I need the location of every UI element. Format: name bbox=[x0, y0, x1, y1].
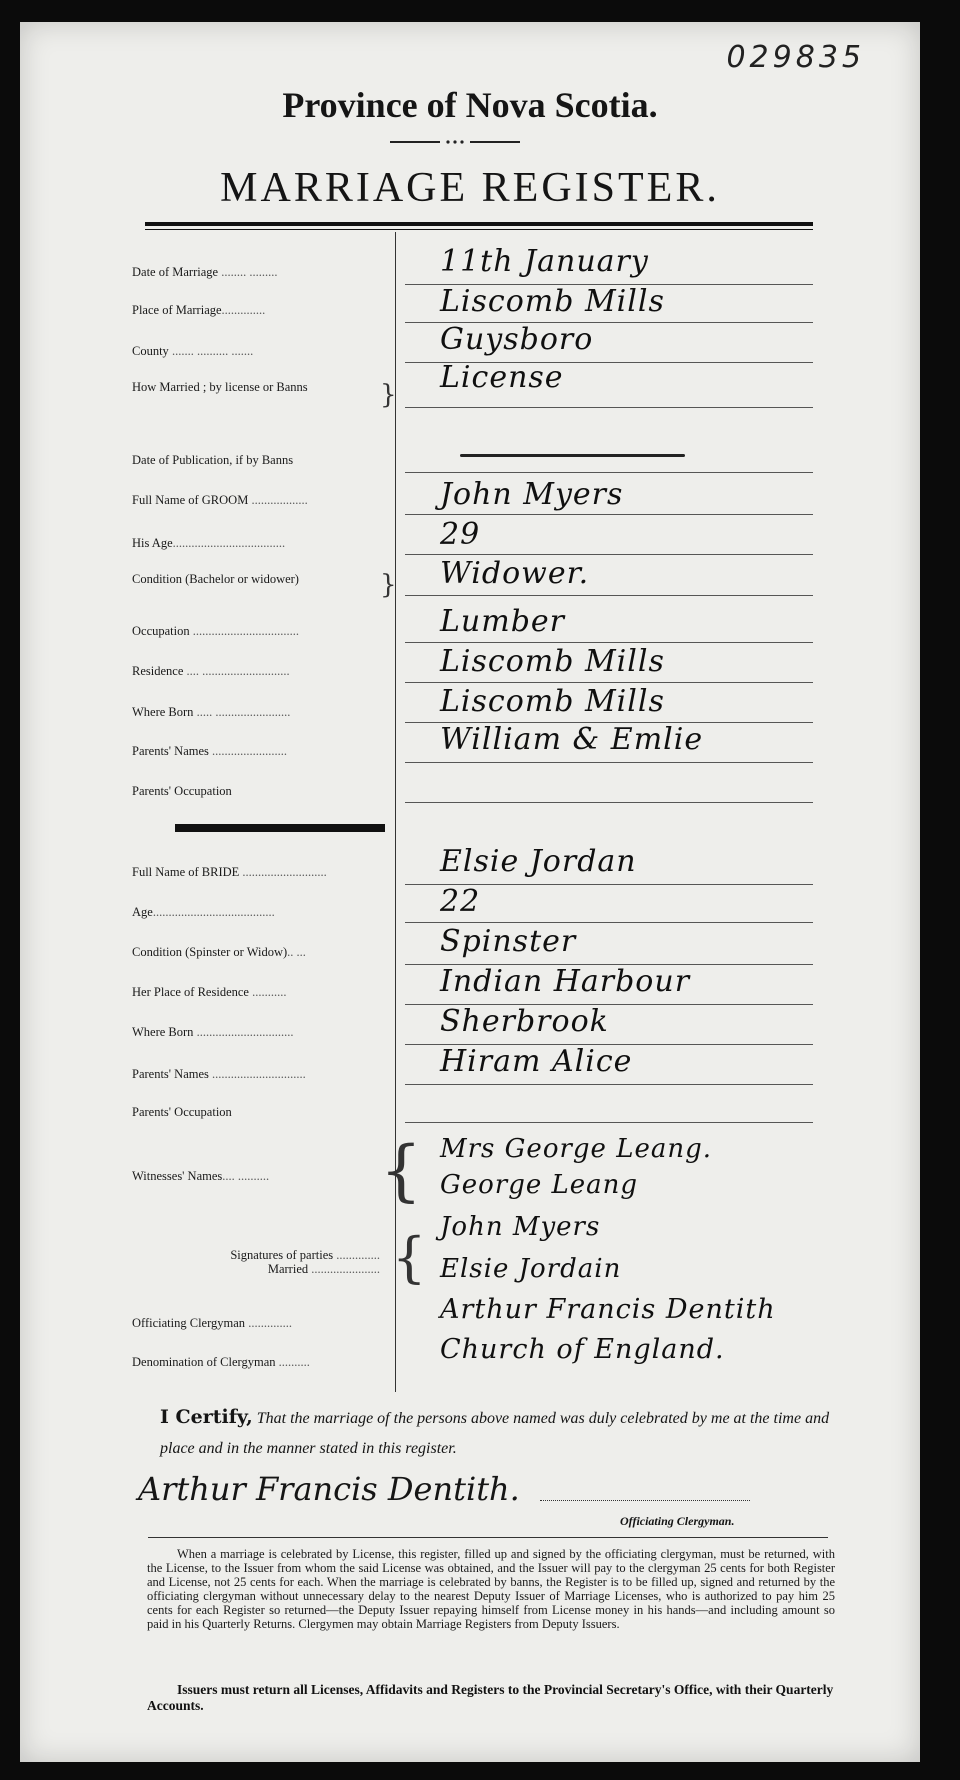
field-label: Where Born bbox=[132, 705, 194, 719]
field-value: John Myers bbox=[440, 477, 624, 512]
brace: } bbox=[380, 380, 397, 410]
blank-dash bbox=[460, 454, 685, 457]
brace: } bbox=[380, 570, 397, 600]
field-value: William & Emlie bbox=[440, 722, 704, 757]
field-value: Widower. bbox=[440, 556, 590, 591]
header-rule-thin bbox=[145, 229, 813, 230]
field-label: Date of Marriage bbox=[132, 265, 219, 279]
field-value: 11th January bbox=[440, 244, 649, 279]
field-value: Indian Harbour bbox=[440, 964, 691, 999]
field-label: Occupation bbox=[132, 624, 190, 638]
section-divider-bar bbox=[175, 824, 385, 832]
field-value: Elsie Jordan bbox=[440, 844, 637, 879]
field-label: Parents' Occupation bbox=[132, 784, 232, 798]
province-heading: Province of Nova Scotia. bbox=[282, 85, 658, 125]
document-number-stamp: 029835 bbox=[726, 40, 865, 75]
field-label: Condition (Spinster or Widow) bbox=[132, 945, 288, 959]
register-form: 029835 Province of Nova Scotia. MARRIAGE REGISTER. Date of Marriage ........ ......... 11th January Place of Marriage.............. Liscomb Mills County ....... .......... ....... Guysboro How Married ; by license or Banns } License Date of Publication, if by Banns Full Name of GROOM .................. John Myers His Age.................................... 29 Condition (Bachelor or widower) } Widower. Occupation .................................. Lumber Residence .... ............................ Liscomb Mills Where Born ..... ........................ Liscomb Mills Parents' Names ........................ William & Emlie Parents' Occupation Full Name of BRIDE ........................... Elsie Jordan Age....................................... 22 Condition (Spinster or Widow).. ... Spinster Her Place of Residence ........... Indian Harbour Where Born ............................... Sherbrook Parents' Names .............................. Hiram Alice Parents' Occupation Witnesses' Names.... .......... { Mrs George Leang. George Leang Signatures of parties .............. Married ...................... { John Myers Elsie Jordain Officiating Clergyman .............. Arthur Francis Dentith Denomination of Clergyman .......... Church of England. I Certify, That the marriage of the persons above named was duly celebrated by me at the time and place and in the manner stated in this register. Arthur Francis Dentith. Officiating Clergyman. When a marriage is celebrated by License, this register, filled up and signed by the officiating clergyman, must be returned, with the License, to the Issuer from whom the said License was obtained, and the Issuer will pay to the clergyman 25 cents for both Register and License, not 25 cents for each. When the marriage is celebrated by banns, the Register is to be filled up, signed and returned by the officiating clergyman without unnecessary delay to the nearest Deputy Issuer of Marriage Licenses, who is authorized to pay him 25 cents for each Register so returned—the Deputy Issuer repaying himself from License money in his hands—and including amount so paid in his Quarterly Returns. Clergymen may obtain Marriage Registers from Deputy Issuers. Issuers must return all Licenses, Affidavits and Registers to the Provincial Secretary's Office, with their Quarterly Accounts. bbox=[20, 22, 920, 1762]
field-value: Liscomb Mills bbox=[440, 644, 665, 679]
brace: { bbox=[392, 1226, 427, 1289]
field-value: 29 bbox=[440, 517, 481, 552]
field-value: License bbox=[440, 360, 564, 395]
signature-caption: Officiating Clergyman. bbox=[620, 1514, 735, 1528]
certify-heading: I Certify, bbox=[160, 1406, 253, 1428]
field-value: Church of England. bbox=[440, 1334, 725, 1365]
field-value: Sherbrook bbox=[440, 1004, 609, 1039]
field-value: Guysboro bbox=[440, 322, 594, 357]
field-label: Parents' Names bbox=[132, 744, 209, 758]
field-label: Where Born bbox=[132, 1025, 194, 1039]
field-value: Hiram Alice bbox=[440, 1044, 633, 1079]
instructions-text: When a marriage is celebrated by License, this register, filled up and signed by the officiating clergyman, must be returned, with the License, to the Issuer from whom the said License was obtained, and the Issuer will pay to the clergyman 25 cents for both Register and License, not 25 cents for each. When the marriage is celebrated by banns, the Register is to be filled up, signed and returned by the officiating clergyman without unnecessary delay to the nearest Deputy Issuer of Marriage Licenses, who is authorized to pay him 25 cents for each Register so returned—the Deputy Issuer repaying himself from License money in his hands—and including amount so paid in his Quarterly Returns. Clergymen may obtain Marriage Registers from Deputy Issuers. bbox=[147, 1547, 835, 1631]
field-label: Witnesses' Names bbox=[132, 1169, 223, 1183]
field-label: Residence bbox=[132, 664, 184, 678]
field-label: How Married ; by license or Banns bbox=[132, 380, 308, 394]
field-label: County bbox=[132, 344, 169, 358]
field-value: Arthur Francis Dentith bbox=[440, 1294, 776, 1325]
field-value: Liscomb Mills bbox=[440, 684, 665, 719]
field-label: His Age bbox=[132, 536, 173, 550]
certification-statement bbox=[160, 1402, 840, 1464]
field-label: Parents' Occupation bbox=[132, 1105, 232, 1119]
header-rule bbox=[145, 222, 813, 226]
field-label: Parents' Names bbox=[132, 1067, 209, 1081]
field-label: Date of Publication, if by Banns bbox=[132, 453, 294, 467]
clergy-signature: Arthur Francis Dentith. bbox=[138, 1470, 520, 1508]
field-value: Lumber bbox=[440, 604, 565, 639]
field-label: Her Place of Residence bbox=[132, 985, 249, 999]
field-label: Full Name of BRIDE bbox=[132, 865, 240, 879]
footer-notice: Issuers must return all Licenses, Affidavits and Registers to the Provincial Secretary's Office, with their Quarterly Accounts. bbox=[147, 1682, 834, 1713]
field-label: Full Name of GROOM bbox=[132, 493, 249, 507]
field-value: Spinster bbox=[440, 924, 577, 959]
witness-name: Mrs George Leang. bbox=[440, 1134, 712, 1164]
field-label: Condition (Bachelor or widower) bbox=[132, 572, 299, 586]
witness-name: George Leang bbox=[440, 1170, 639, 1200]
party-signature: Elsie Jordain bbox=[440, 1254, 622, 1284]
field-label: Married bbox=[267, 1262, 309, 1276]
field-value: 22 bbox=[440, 884, 481, 919]
field-label: Place of Marriage bbox=[132, 303, 222, 317]
instructions-separator bbox=[148, 1537, 828, 1538]
field-value: Liscomb Mills bbox=[440, 284, 665, 319]
certify-text: That the marriage of the persons above named was duly celebrated by me at the time and place and in the manner stated in this register. bbox=[160, 1410, 830, 1457]
field-label: Officiating Clergyman bbox=[132, 1316, 246, 1330]
field-label: Age bbox=[132, 905, 153, 919]
field-label: Signatures of parties bbox=[230, 1248, 334, 1262]
signature-line bbox=[540, 1500, 750, 1501]
ornament-divider bbox=[390, 140, 520, 144]
party-signature: John Myers bbox=[440, 1212, 601, 1242]
field-label: Denomination of Clergyman bbox=[132, 1355, 276, 1369]
brace: { bbox=[380, 1132, 422, 1209]
register-title: MARRIAGE REGISTER. bbox=[220, 165, 720, 211]
